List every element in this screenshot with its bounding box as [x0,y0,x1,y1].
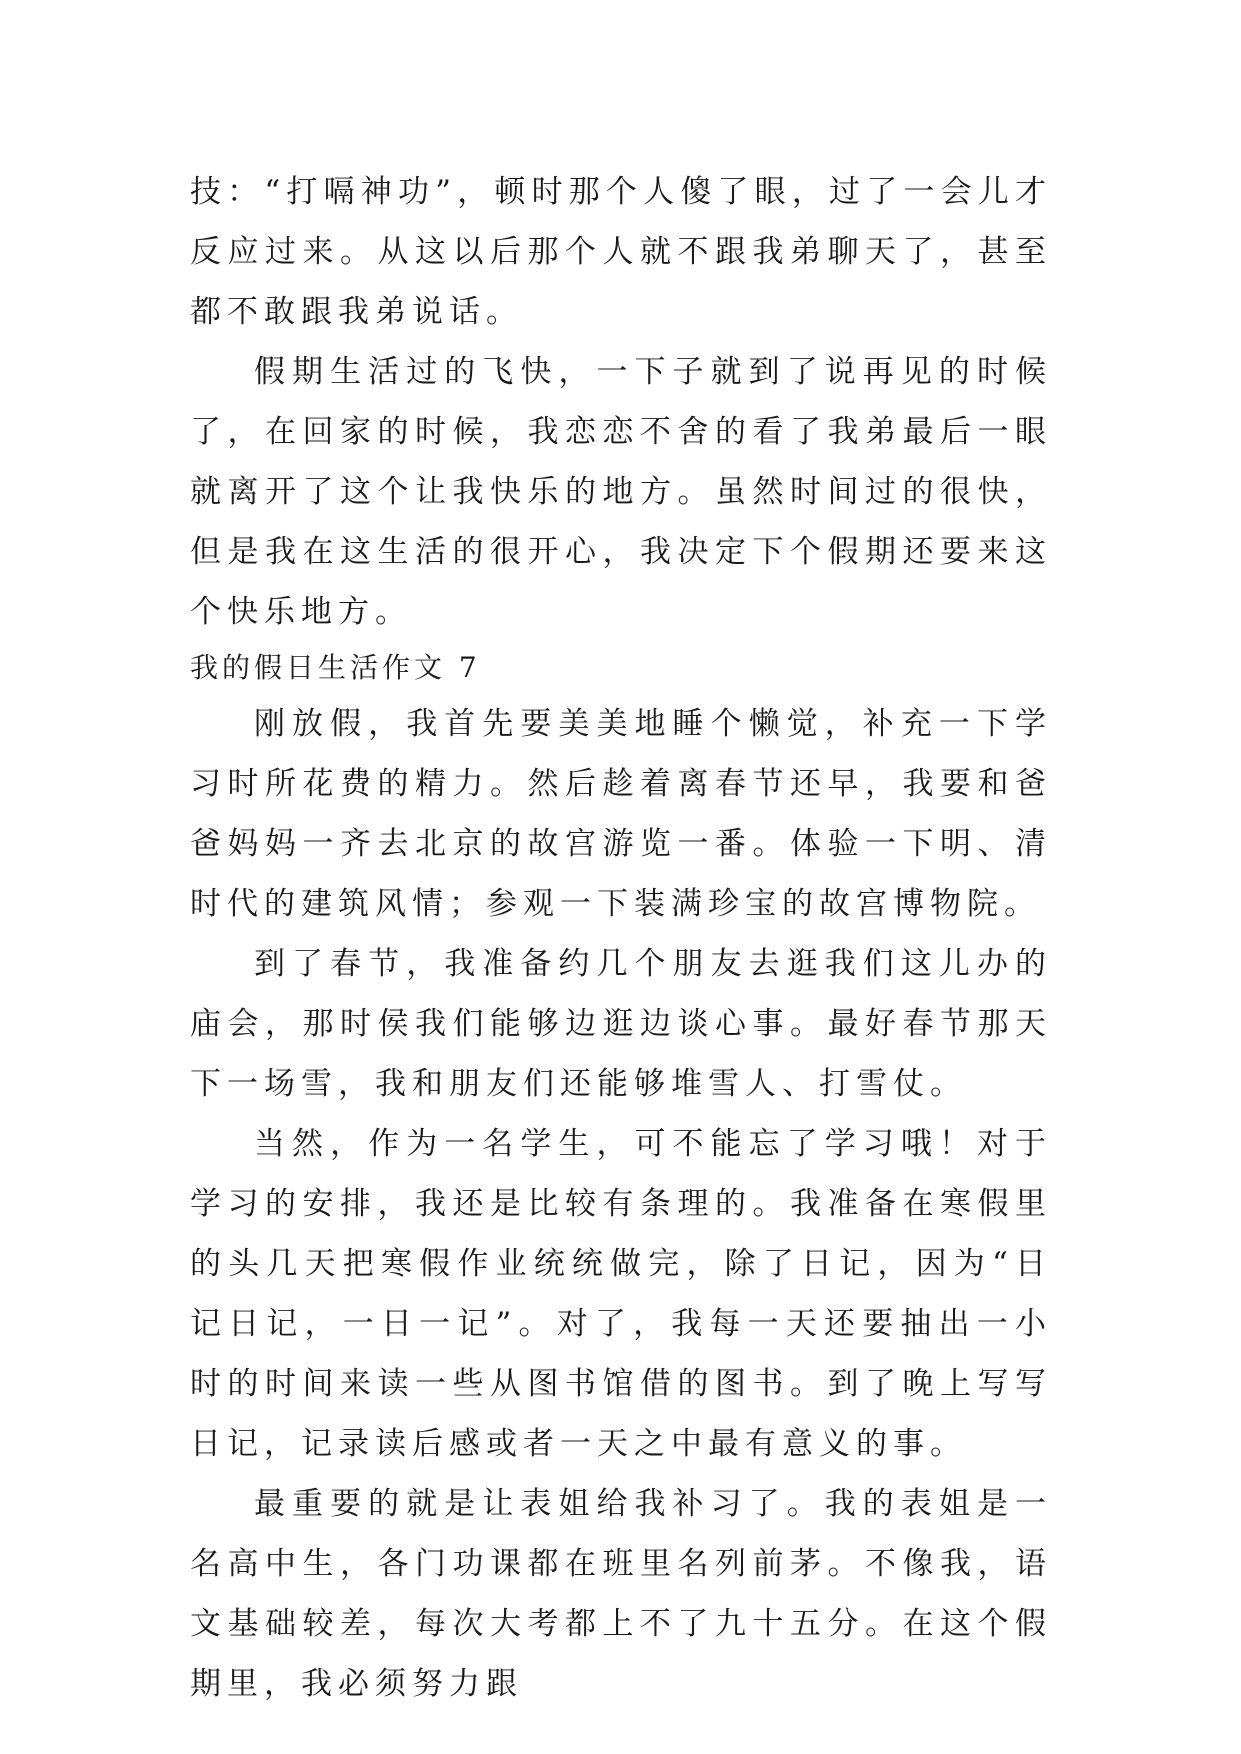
paragraph: 假期生活过的飞快，一下子就到了说再见的时候了，在回家的时候，我恋恋不舍的看了我弟最后一眼就离开了这个让我快乐的地方。虽然时间过的很快，但是我在这生活的很开心，我决定下个假期还要来这个快乐地方。 [190,354,1052,630]
paragraph: 到了春节，我准备约几个朋友去逛我们这儿办的庙会，那时侯我们能够边逛边谈心事。最好春节那天下一场雪，我和朋友们还能够堆雪人、打雪仗。 [190,946,1052,1102]
section-title: 我的假日生活作文 7 [190,651,481,684]
paragraph: 最重要的就是让表姐给我补习了。我的表姐是一名高中生，各门功课都在班里名列前茅。不像我，语文基础较差，每次大考都上不了九十五分。在这个假期里，我必须努力跟 [190,1486,1052,1702]
paragraph: 刚放假，我首先要美美地睡个懒觉，补充一下学习时所花费的精力。然后趁着离春节还早，我要和爸爸妈妈一齐去北京的故宫游览一番。体验一下明、清时代的建筑风情；参观一下装满珍宝的故宫博物院。 [190,706,1052,922]
paragraph: 当然，作为一名学生，可不能忘了学习哦！对于学习的安排，我还是比较有条理的。我准备在寒假里的头几天把寒假作业统统做完，除了日记，因为“日记日记，一日一记”。对了，我每一天还要抽出一小时的时间来读一些从图书馆借的图书。到了晚上写写日记，记录读后感或者一天之中最有意义的事。 [190,1126,1052,1462]
document-page [190,162,1052,1714]
paragraph-continued: 技：“打嗝神功”，顿时那个人傻了眼，过了一会儿才反应过来。从这以后那个人就不跟我弟聊天了，甚至都不敢跟我弟说话。 [190,174,1052,330]
